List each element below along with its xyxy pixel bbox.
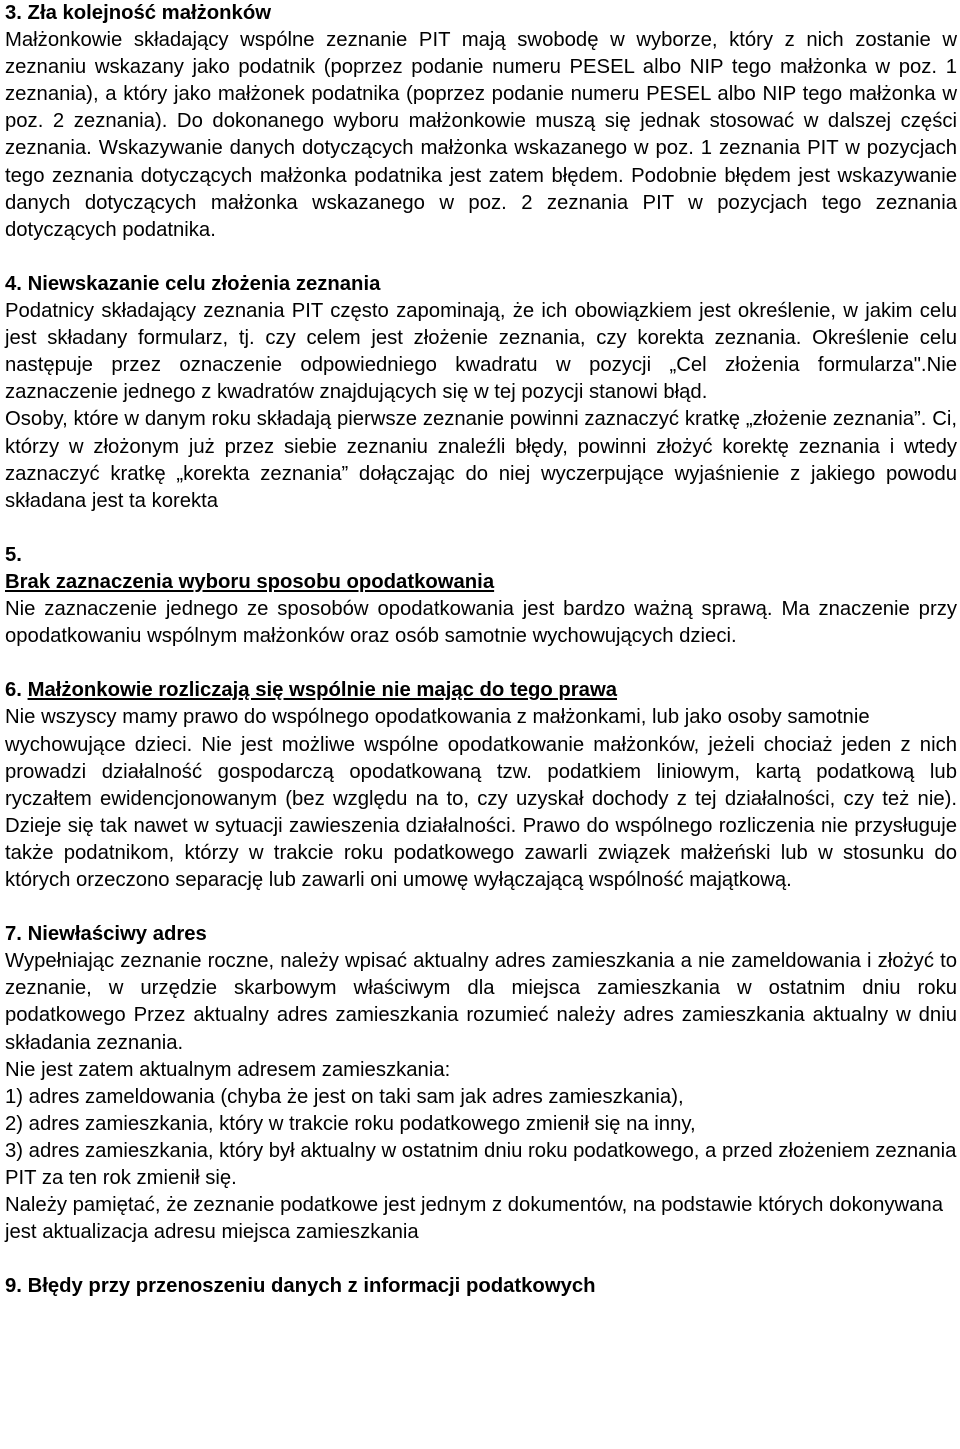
section-4-paragraph-2: Osoby, które w danym roku składają pierwsze zeznanie powinni zaznaczyć kratkę „złożenie zeznania”. Ci, którzy w złożonym już przez siebie zeznaniu znaleźli błędy, powinni złożyć korektę zeznania i wtedy zaznaczyć kratkę „korekta zeznania” dołączając do niej wyczerpujące wyjaśnienie z jakiego powodu składana jest ta korekta <box>5 408 957 512</box>
section-5-paragraph: Nie zaznaczenie jednego ze sposobów opodatkowania jest bardzo ważną sprawą. Ma znaczenie przy opodatkowaniu wspólnym małżonków oraz osób samotnie wychowujących dzieci. <box>5 598 957 648</box>
section-7-list-intro: Nie jest zatem aktualnym adresem zamieszkania: <box>5 1058 451 1081</box>
section-4-title: Niewskazanie celu złożenia zeznania <box>27 272 381 295</box>
spacer <box>5 515 957 542</box>
section-4-number: 4. <box>5 272 22 295</box>
spacer <box>5 1246 957 1273</box>
section-5-title: Brak zaznaczenia wyboru sposobu opodatkowania <box>5 570 495 593</box>
section-7-title: Niewłaściwy adres <box>27 923 207 946</box>
section-6-number: 6. <box>5 679 22 702</box>
section-7-list-item-2: 2) adres zamieszkania, który w trakcie roku podatkowego zmienił się na inny, <box>5 1112 696 1135</box>
section-6-title: Małżonkowie rozliczają się wspólnie nie mając do tego prawa <box>27 679 618 702</box>
section-7-list-item-3: 3) adres zamieszkania, który był aktualny w ostatnim dniu roku podatkowego, a przed złożeniem zeznania PIT za ten rok zmienił się. <box>5 1139 957 1190</box>
section-9-number: 9. <box>5 1275 22 1298</box>
section-7-number: 7. <box>5 923 22 946</box>
section-9-title: Błędy przy przenoszeniu danych z informacji podatkowych <box>27 1275 596 1298</box>
section-7-heading <box>5 921 957 948</box>
section-3-paragraph: Małżonkowie składający wspólne zeznanie PIT mają swobodę w wyborze, który z nich zostanie w zeznaniu wskazany jako podatnik (poprzez podanie numeru PESEL albo NIP tego małżonka w poz. 1 zeznania), a który jako małżonek podatnika (poprzez podanie numeru PESEL albo NIP tego małżonka w poz. 2 zeznania). Do dokonanego wyboru małżonkowie muszą się jednak stosować w dalszej części zeznania. Wskazywanie danych dotyczących małżonka wskazanego w poz. 1 zeznania PIT w pozycjach tego zeznania dotyczących małżonka podatnika jest zatem błędem. Podobnie błędem jest wskazywanie danych dotyczących małżonka wskazanego w poz. 2 zeznania PIT w pozycjach tego zeznania dotyczących podatnika. <box>5 29 957 241</box>
section-9-heading <box>5 1273 957 1300</box>
section-6-paragraph-1: Nie wszyscy mamy prawo do wspólnego opodatkowania z małżonkami, lub jako osoby samotnie <box>5 706 870 729</box>
section-3-heading: 3. Zła kolejność małżonków <box>5 2 271 24</box>
section-6-paragraph-2: wychowujące dzieci. Nie jest możliwe wspólne opodatkowanie małżonków, jeżeli chociaż jeden z nich prowadzi działalność gospodarczą opodatkowaną tzw. podatkiem liniowym, kartą podatkową lub ryczałtem ewidencjonowanym (bez względu na to, czy uzyskał dochody z tej działalności, czy też nie). Dzieje się tak nawet w sytuacji zawieszenia działalności. Prawo do wspólnego rozliczenia nie przysługuje także podatnikom, którzy w trakcie roku podatkowego zawarli związek małżeński lub w stosunku do których orzeczono separację lub zawarli oni umowę wyłączającą wspólność majątkową. <box>5 733 957 891</box>
section-6-heading <box>5 677 957 704</box>
spacer <box>5 650 957 677</box>
section-7-list-item-1: 1) adres zameldowania (chyba że jest on taki sam jak adres zamieszkania), <box>5 1085 684 1108</box>
spacer <box>5 894 957 921</box>
section-4-heading <box>5 271 957 298</box>
section-4-paragraph-1: Podatnicy składający zeznania PIT często zapominają, że ich obowiązkiem jest określenie, w jakim celu jest składany formularz, tj. czy celem jest złożenie zeznania, czy korekta zeznania. Określenie celu następuje przez oznaczenie odpowiedniego kwadratu w pozycji „Cel złożenia formularza".Nie zaznaczenie jednego z kwadratów znajdujących się w tej pozycji stanowi błąd. <box>5 300 957 404</box>
document-page <box>5 0 957 1301</box>
section-7-paragraph-1: Wypełniając zeznanie roczne, należy wpisać aktualny adres zamieszkania a nie zameldowania i złożyć to zeznanie, w urzędzie skarbowym właściwym dla miejsca zamieszkania w ostatnim dniu roku podatkowego Przez aktualny adres zamieszkania rozumieć należy adres zamieszkania aktualny w dniu składania zeznania. <box>5 950 957 1054</box>
section-7-paragraph-2: Należy pamiętać, że zeznanie podatkowe jest jednym z dokumentów, na podstawie których dokonywana jest aktualizacja adresu miejsca zamieszkania <box>5 1194 943 1244</box>
section-5-number: 5. <box>5 543 22 566</box>
spacer <box>5 244 957 271</box>
